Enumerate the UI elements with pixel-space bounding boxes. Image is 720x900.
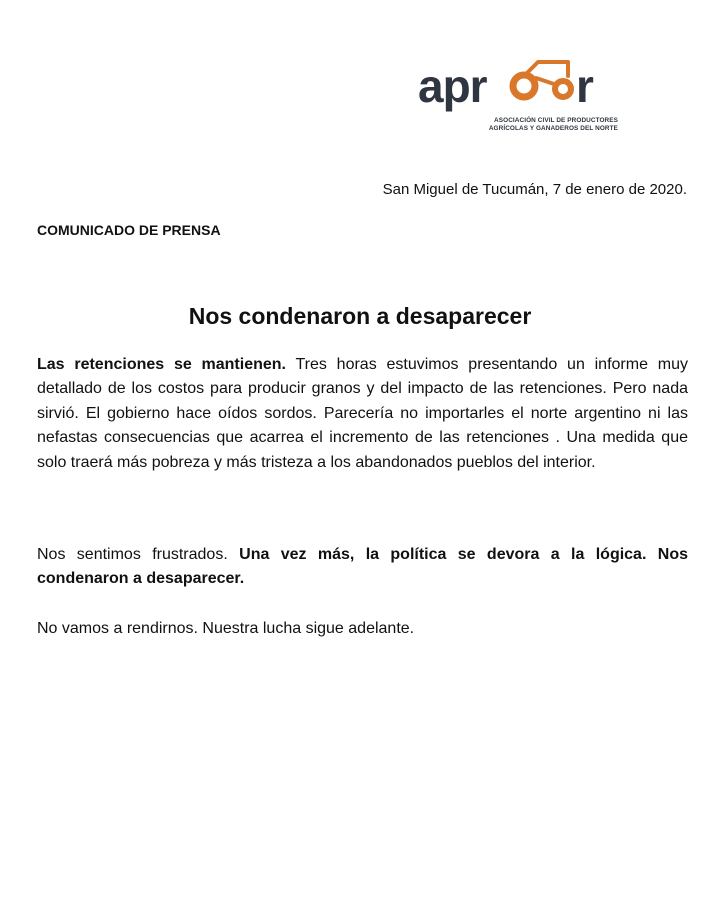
apronor-logo [418, 56, 618, 138]
logo-wordmark-right: r [576, 60, 593, 112]
logo-wordmark [418, 56, 593, 116]
paragraph-2-bold: Una vez más, la política se devora a la lógica. Nos condenaron a desaparecer. [37, 546, 688, 588]
page-title: Nos condenaron a desaparecer [188, 303, 532, 329]
logo-wordmark-left: apr [418, 60, 487, 112]
paragraph-3: No vamos a rendirnos. Nuestra lucha sigue adelante. [37, 620, 415, 637]
paragraph-2-lead: Nos sentimos frustrados. [37, 546, 240, 563]
paragraph-1-body: Tres horas estuvimos presentando un informe muy detallado de los costos para producir granos y del impacto de las retenciones. Pero nada sirvió. El gobierno hace oídos sordos. Parecería no importarles el norte argentino ni las nefastas consecuencias que acarrea el incremento de las retenciones . Una medida que solo traerá más pobreza y más tristeza a los abandonados pueblos del interior. [37, 356, 688, 471]
paragraph-2 [37, 543, 688, 592]
paragraph-1 [37, 353, 688, 475]
logo-subtitle-line1: ASOCIACIÓN CIVIL DE PRODUCTORES [494, 117, 618, 124]
logo-subtitle [458, 117, 618, 133]
dateline: San Miguel de Tucumán, 7 de enero de 2020. [382, 181, 687, 198]
logo-subtitle-line2: AGRÍCOLAS Y GANADEROS DEL NORTE [488, 125, 618, 132]
press-release-label: COMUNICADO DE PRENSA [37, 222, 221, 238]
paragraph-1-lead: Las retenciones se mantienen. [37, 356, 286, 373]
